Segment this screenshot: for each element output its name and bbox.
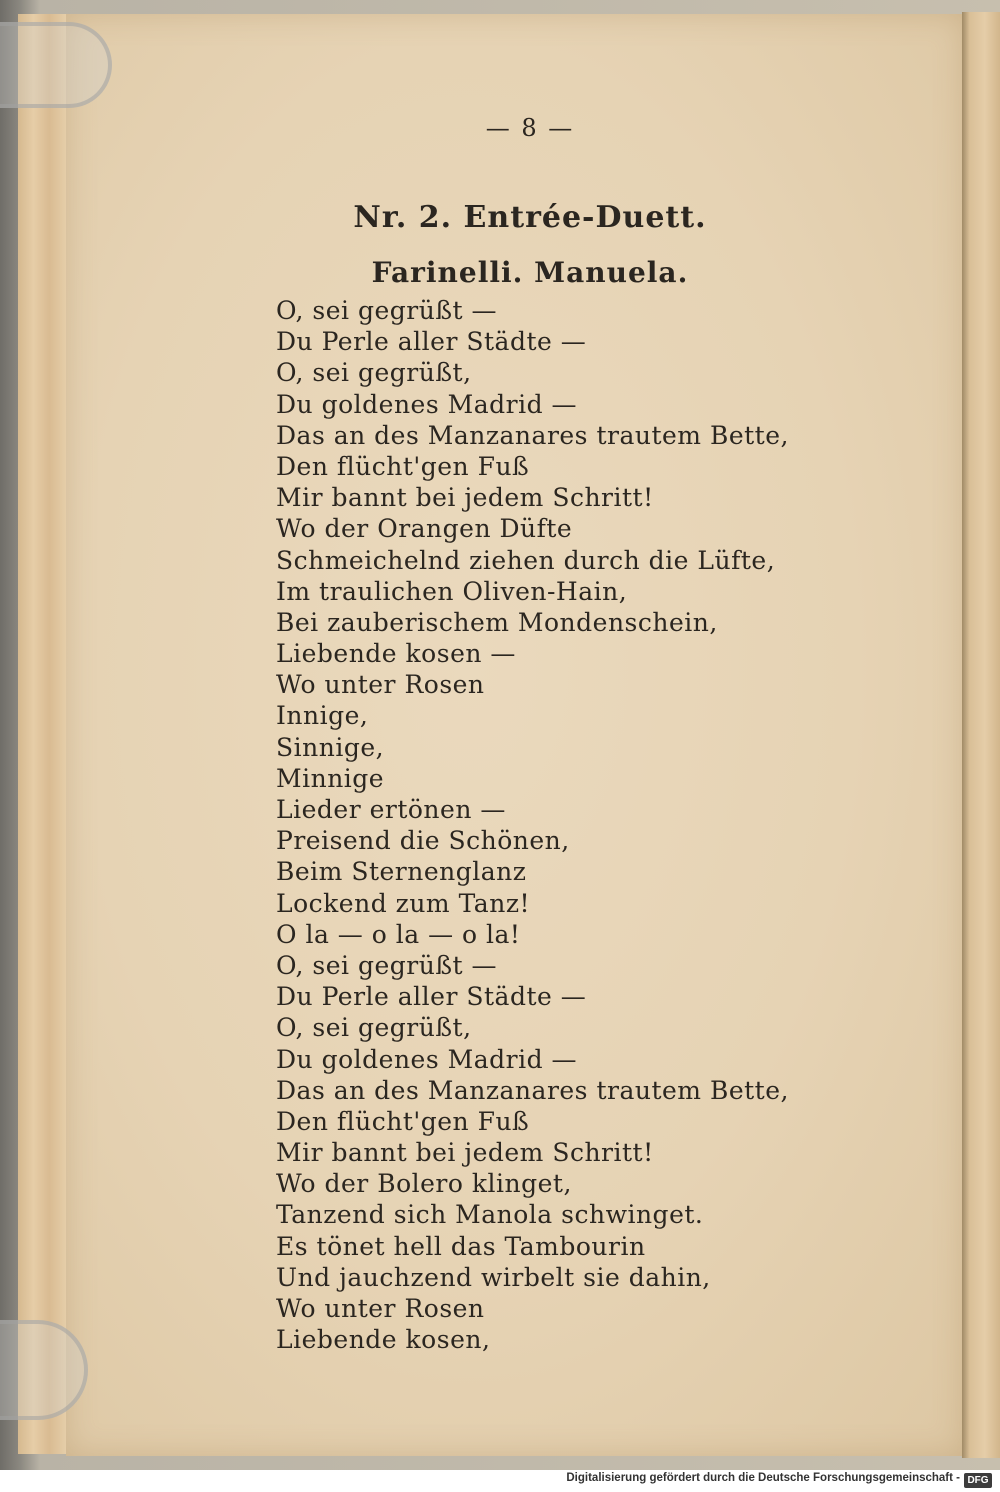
lyric-line: Es tönet hell das Tambourin (276, 1231, 646, 1261)
footer-bar (0, 1470, 1000, 1492)
lyric-line: Du goldenes Madrid — (276, 1044, 578, 1074)
lyric-line: Im traulichen Oliven-Hain, (276, 576, 628, 606)
lyric-line: Du Perle aller Städte — (276, 982, 587, 1012)
lyric-line: O, sei gegrüßt, (276, 1013, 472, 1043)
lyric-line: Schmeichelnd ziehen durch die Lüfte, (276, 545, 776, 575)
lyric-line: Liebende kosen — (276, 639, 516, 669)
lyric-line: Du Perle aller Städte — (276, 327, 587, 357)
page-number: — 8 — (485, 114, 575, 142)
lyric-line: Lieder ertönen — (276, 795, 506, 824)
lyric-line: Mir bannt bei jedem Schritt! (276, 483, 654, 513)
lyric-line: Innige, (276, 701, 369, 731)
lyric-line: Wo der Bolero klinget, (276, 1169, 572, 1199)
lyric-line: Und jauchzend wirbelt sie dahin, (276, 1262, 711, 1292)
lyric-line: Den flücht'gen Fuß (276, 451, 530, 481)
lyric-line: Sinnige, (276, 732, 385, 762)
page-title: Nr. 2. Entrée-Duett. (353, 200, 707, 235)
lyric-line: Das an des Manzanares trautem Bette, (276, 1075, 789, 1105)
lyric-line: Das an des Manzanares trautem Bette, (276, 420, 789, 450)
speakers-heading: Farinelli. Manuela. (371, 256, 689, 289)
lyric-line: Bei zauberischem Mondenschein, (276, 607, 718, 637)
lyric-line: Den flücht'gen Fuß (276, 1106, 530, 1136)
lyric-line: Preisend die Schönen, (276, 826, 570, 856)
lyric-line: O la — o la — o la! (276, 919, 521, 949)
dfg-logo: DFG (964, 1473, 992, 1488)
lyric-line: Wo unter Rosen (276, 670, 485, 700)
lyric-line: O, sei gegrüßt — (276, 296, 498, 325)
lyric-line: Du goldenes Madrid — (276, 389, 578, 419)
lyric-line: O, sei gegrüßt, (276, 358, 472, 388)
lyric-line: Liebende kosen, (276, 1325, 491, 1355)
lyric-line: Tanzend sich Manola schwinget. (276, 1200, 704, 1230)
lyric-line: Lockend zum Tanz! (276, 888, 531, 918)
lyric-line: O, sei gegrüßt — (276, 950, 498, 980)
lyric-line: Wo der Orangen Düfte (276, 514, 573, 544)
lyric-line: Mir bannt bei jedem Schritt! (276, 1138, 654, 1168)
lyric-line: Wo unter Rosen (276, 1294, 485, 1323)
lyric-line: Minnige (276, 763, 385, 793)
lyrics-list (276, 295, 916, 1355)
footer-credit: Digitalisierung gefördert durch die Deutsche Forschungsgemeinschaft - (566, 1472, 960, 1484)
lyric-line: Beim Sternenglanz (276, 857, 527, 887)
